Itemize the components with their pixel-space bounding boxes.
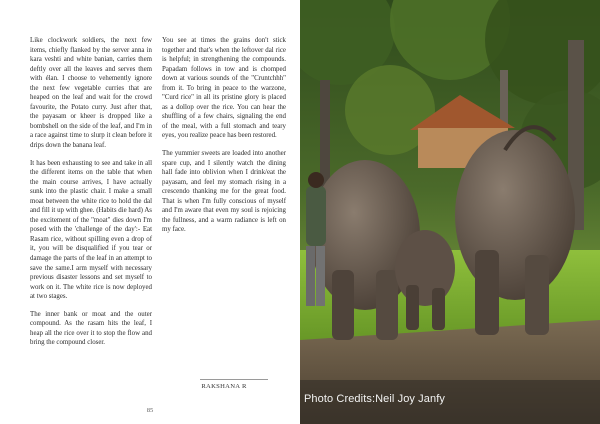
- elephant-photo: [300, 0, 600, 424]
- page-number: 85: [146, 407, 154, 414]
- paragraph: Like clockwork soldiers, the next few items, chiefly flanked by the server anna in kara veshti and white banian, carries them deftly over all the leaves and serves them with élan. I choose to vehemently ignore the next few vegetable curries that are heaped on the leaf and wait for the crowd favourite, the Potato curry. Just after that, the payasam or kheer is dropped like a bombshell on the side of the leaf, and I'm in a race against time to slurp it clean before it drips down the banana leaf.: [30, 37, 152, 150]
- paragraph: It has been exhausting to see and take in all the different items on the table that when the main course arrives, I have actually sunk into the plastic chair. I make a small moat between the white rice to hold the dal and fill it up with ghee. (Habits die hard) As the excitement of the "moat" dies down I'm posed with the 'challenge of the day':- Eat Rasam rice, without spilling even a drop of it, you will be disqualified if you tear or damage the parts of the leaf in an attempt to save the same.I arm myself with necessary previous disaster lessons and set myself to work on it. The white rice is now deployed at two stages.: [30, 159, 152, 301]
- paragraph: The inner bank or moat and the outer compound. As the rasam hits the leaf, I heap all the rice over it to stop the flow and bring the compound closer.: [30, 310, 152, 347]
- article-column-right: [162, 36, 286, 243]
- paragraph: You see at times the grains don't stick together and that's when the leftover dal rice is helpful; in strengthening the compounds. Papadam follows in tow and is chomped down at various sounds of the "Cruntchhh" from it. To bring in peace to the warzone, "Curd rice" in all its pristine glory is placed as a dollop over the rice. You can hear the shuffling of a few chairs, signaling the end of the meal, with a full stomach and teary eyes, you realize peace has been restored.: [162, 37, 286, 140]
- author-name: RAKSHANA R: [201, 383, 247, 390]
- article-column-left: [30, 36, 152, 356]
- paragraph: The yummier sweets are loaded into another spare cup, and I silently watch the dining hall fade into oblivion when I drink/eat the payasam, and feel my stomach rising in a crescendo thanking me for the great food. That is when I'm fully conscious of myself and I'm aware that even my soul is rejoicing the fullness, and a warm radiance is left on my face.: [162, 150, 286, 234]
- author-divider: [200, 379, 268, 380]
- photo-credit: Photo Credits:Neil Joy Janfy: [304, 393, 445, 405]
